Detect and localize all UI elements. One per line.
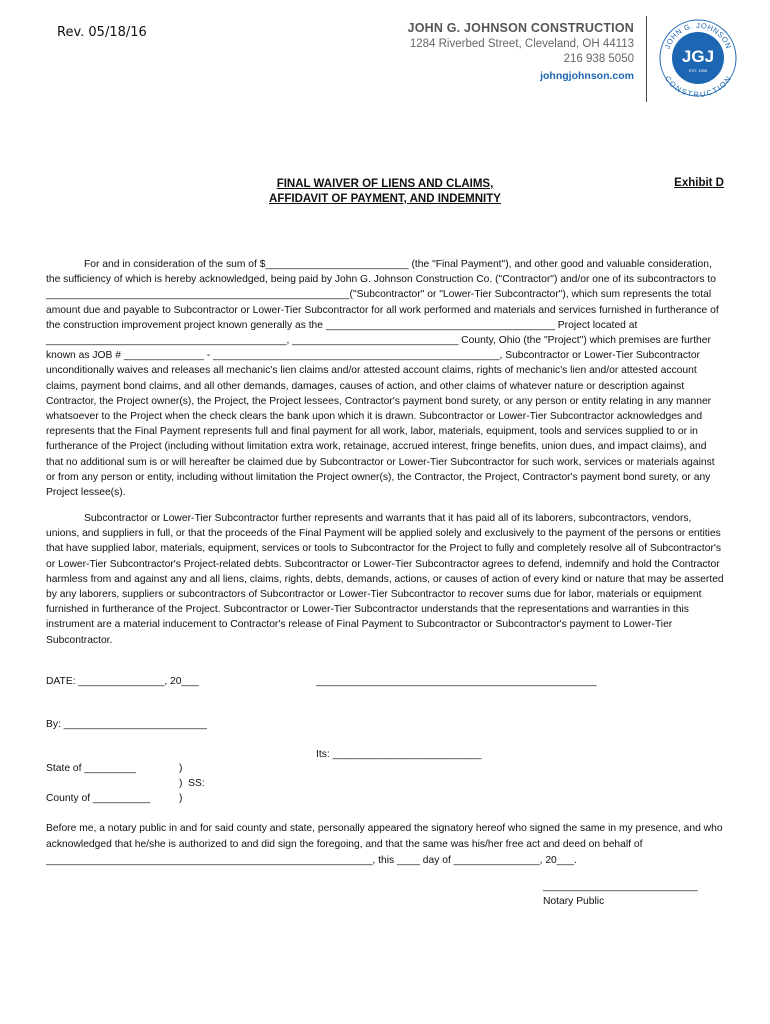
company-address: 1284 Riverbed Street, Cleveland, OH 44113	[409, 38, 634, 50]
title-line-1: FINAL WAIVER OF LIENS AND CLAIMS,	[276, 178, 494, 190]
company-website[interactable]: johngjohnson.com	[540, 70, 634, 82]
signature-line[interactable]: _________________________________________________	[316, 676, 597, 687]
state-field[interactable]: State of _________	[46, 763, 136, 774]
paren-1: )	[179, 763, 183, 774]
its-field[interactable]: Its: __________________________	[316, 749, 482, 760]
title-line-2: AFFIDAVIT OF PAYMENT, AND INDEMNITY	[269, 193, 501, 205]
logo-text: JGJ	[681, 47, 715, 66]
paragraph-warranty	[46, 511, 726, 648]
paragraph-consideration	[46, 257, 726, 500]
company-phone: 216 938 5050	[563, 53, 634, 65]
ss-label: ) SS:	[179, 778, 205, 789]
notary-paragraph: Before me, a notary public in and for said county and state, personally appeared the signatory hereof who signed the same in my presence, and who acknowledged that he/she is authorized to and did sign the foregoing, and that the same was his/her free act and deed on behalf of _________________________________________________________, this ____ day of _______________, 20___.	[46, 823, 723, 866]
logo-small: EST. 1906	[688, 68, 708, 73]
company-info	[408, 21, 634, 82]
notary-public-label: Notary Public	[543, 896, 605, 907]
header-divider	[646, 16, 647, 102]
paragraph-2-text: Subcontractor or Lower-Tier Subcontractor further represents and warrants that it has paid all of its laborers, subcontractors, vendors, unions, and suppliers in full, or that the proceeds of the Final Payment will be applied solely and exclusively to the payment of the persons or entities that have supplied labor, materials, equipment, services or tools to Subcontractor for the Project to fully and completely resolve all of Subcontractor's or Lower-Tier Subcontractor's Project-related debts. Subcontractor or Lower-Tier Subcontractor agrees to defend, indemnify and hold the Contractor harmless from and against any and all liens, claims, rights, debts, demands, actions, or causes of action of every kind or nature that may be asserted by any laborers, suppliers or subcontractors of Subcontractor or Lower-Tier Subcontractor to recover sums due for labor, materials or equipment furnished in furtherance of the Project. Subcontractor or Lower-Tier Subcontractor understands that the representations and warranties in this instrument are a material inducement to Contractor's release of Final Payment to Subcontractor or Subcontractor's payment to Lower-Tier Subcontractor.	[46, 513, 724, 646]
logo-ring-bottom: CONSTRUCTION	[662, 74, 734, 98]
date-field[interactable]: DATE: _______________, 20___	[46, 676, 199, 687]
document-title	[230, 177, 540, 207]
company-name: JOHN G. JOHNSON CONSTRUCTION	[407, 21, 634, 35]
logo-ring-top: JOHN G. JOHNSON	[662, 20, 734, 51]
notary-signature-line[interactable]: ___________________________	[543, 881, 698, 892]
revision-date: Rev. 05/18/16	[57, 25, 147, 40]
company-logo	[658, 18, 738, 98]
paren-3: )	[179, 793, 183, 804]
by-field[interactable]: By: _________________________	[46, 719, 207, 730]
exhibit-label: Exhibit D	[674, 177, 724, 189]
county-field[interactable]: County of __________	[46, 793, 151, 804]
paragraph-1-text: For and in consideration of the sum of $_________________________ (the "Final Payment"), and other good and valuable consideration, the sufficiency of which is hereby acknowledged, being paid by John G. Johnson Construction Co. ("Contractor") and/or one of its subcontractors to _____________________________________________________("Subcontractor" or "Lower-Tier Subcontractor"), which sum represents the total amount due and payable to Subcontractor or Lower-Tier Subcontractor for all work performed and materials and services furnished in furtherance of the construction improvement project known generally as the ________________________________________ Project located at __________________________________________, _____________________________ County, Ohio (the "Project") which premises are further known as JOB # ______________ - __________________________________________________, Subcontractor or Lower-Tier Subcontractor unconditionally waives and releases all mechanic's lien claims and/or attested account claims, rights of mechanic's lien and/or attested account claims, payment bond claims, and all other demands, damages, causes of action, and other claims of whatever nature or description against Contractor, the Project owner(s), the Project, the Project lessees, Contractor's payment bond surety, or any person or entity relating in any manner whatsoever to the Project when the check clears the bank upon which it is drawn. Subcontractor or Lower-Tier Subcontractor acknowledges and represents that the Final Payment represents full and final payment for all work, labor, materials, equipment, tools and services supplied to or in furtherance of the Project (including without limitation extra work, retainage, accrued interest, fringe benefits, union dues, and impact claims), and that no additional sum is or will hereafter be claimed due by Subcontractor or Lower-Tier Subcontractor for such work, services or materials against or from any person or entity, including without limitation the Project owner(s), the Contractor, the Project, Contractor's payment bond surety, or any Project lessee(s).	[46, 259, 719, 499]
